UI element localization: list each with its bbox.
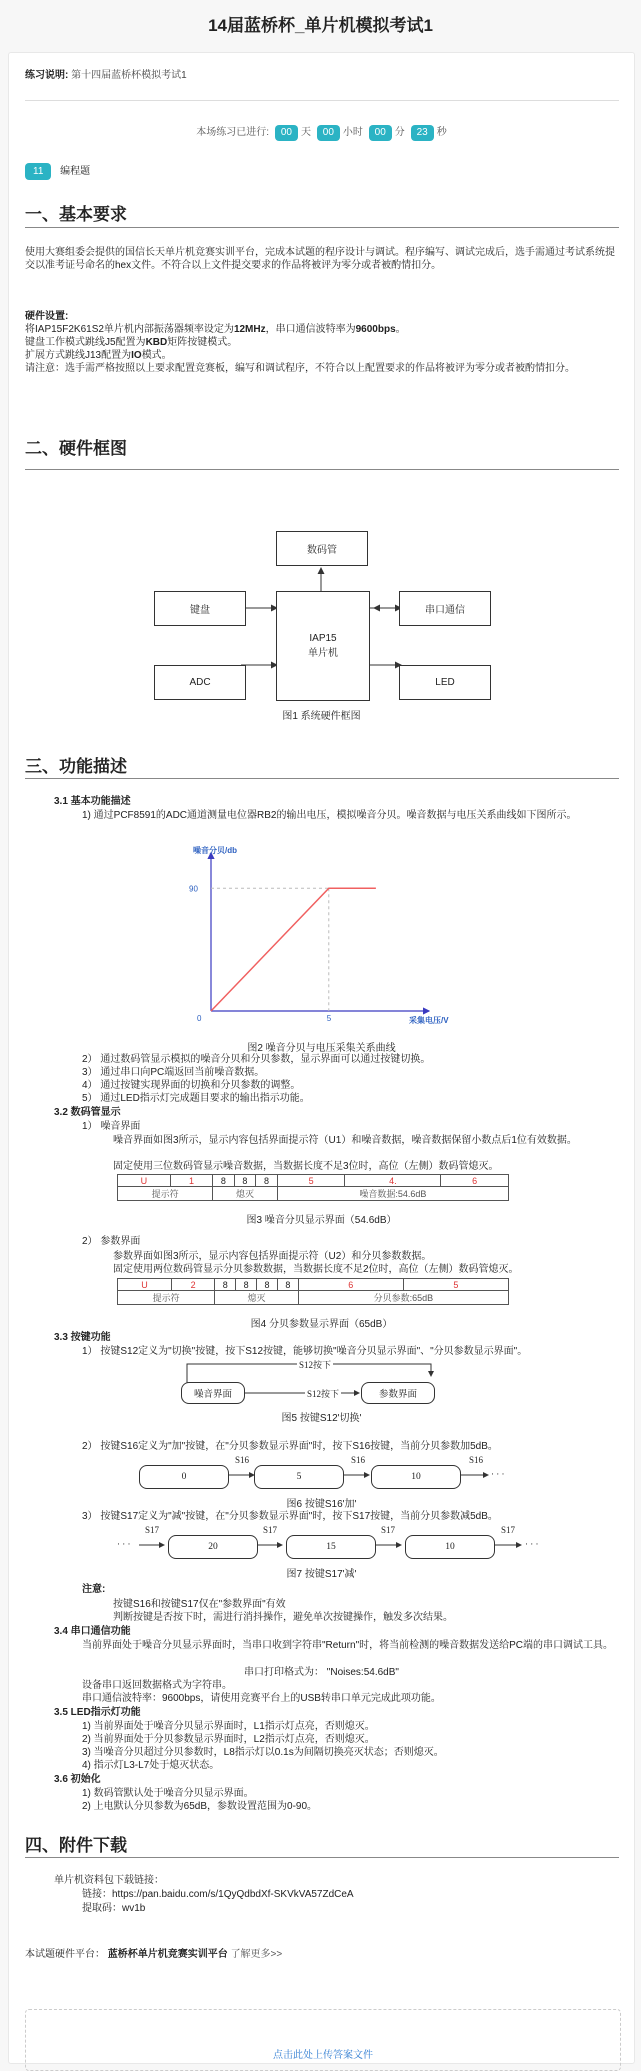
practice-value: 第十四届蓝桥杯模拟考试1 bbox=[71, 70, 187, 81]
seg-digit-row bbox=[118, 1175, 509, 1187]
fig7-value-box: 20 bbox=[168, 1535, 258, 1559]
seg-label: 提示符 bbox=[118, 1187, 213, 1201]
seg-digit: 8 bbox=[215, 1279, 236, 1291]
y-tick-label: 90 bbox=[189, 884, 198, 894]
seg-digit: 8 bbox=[277, 1279, 298, 1291]
seg-digit: 5 bbox=[277, 1175, 345, 1187]
subsection-title: 3.4 串口通信功能 bbox=[54, 1626, 131, 1637]
fig5-key-label: S12按下 bbox=[307, 1389, 340, 1399]
fig7-ellipsis: · · · bbox=[117, 1539, 131, 1549]
platform-name: 蓝桥杯单片机竞赛实训平台 bbox=[107, 1949, 228, 1960]
paragraph: 固定使用两位数码管显示分贝参数数据，当数据长度不足2位时，高位（左侧）数码管熄灭。 bbox=[113, 1264, 519, 1275]
hw-title: 硬件设置: bbox=[25, 311, 69, 322]
uart-format: 串口打印格式为： "Noises:54.6dB" bbox=[244, 1667, 399, 1678]
note-line: 按键S16和按键S17仅在"参数界面"有效 bbox=[113, 1599, 286, 1610]
seg-digit: 8 bbox=[213, 1175, 235, 1187]
fig6-value-box: 5 bbox=[254, 1465, 344, 1489]
hw-line: 将IAP15F2K61S2单片机内部振荡器频率设定为12MHz，串口通信波特率为9600bps。 bbox=[25, 324, 406, 335]
series-line bbox=[211, 888, 376, 1011]
fig7-key-label: S17 bbox=[501, 1525, 516, 1535]
seg-display-fig3 bbox=[117, 1174, 509, 1201]
seg-digit: U bbox=[118, 1279, 172, 1291]
fig7-key-label: S17 bbox=[381, 1525, 396, 1535]
fig7-ellipsis: · · · bbox=[525, 1539, 539, 1549]
question-type: 编程题 bbox=[60, 166, 91, 177]
seg-digit: 6 bbox=[441, 1175, 509, 1187]
section-divider bbox=[25, 469, 619, 470]
figure-caption: 图7 按键S17'减' bbox=[286, 1569, 357, 1580]
list-item: 2） 通过数码管显示模拟的噪音分贝和分贝参数，显示界面可以通过按键切换。 bbox=[82, 1054, 431, 1065]
block-uart: 串口通信 bbox=[399, 591, 491, 626]
fig6-value-box: 0 bbox=[139, 1465, 229, 1489]
section-title: 二、硬件框图 bbox=[25, 439, 127, 458]
timer-minutes: 00 bbox=[369, 125, 392, 141]
paragraph: 噪音界面如图3所示，显示内容包括界面提示符（U1）和噪音数据，噪音数据保留小数点后1位有效数据。 bbox=[113, 1135, 577, 1146]
fig7-value-box: 15 bbox=[286, 1535, 376, 1559]
paragraph: 当前界面处于噪音分贝显示界面时，当串口收到字符串"Return"时，将当前检测的噪音数据发送给PC端的串口调试工具。 bbox=[82, 1640, 614, 1651]
section-divider bbox=[25, 778, 619, 779]
fig5-key-label: S12按下 bbox=[299, 1360, 332, 1370]
seg-digit: 5 bbox=[403, 1279, 508, 1291]
timer-unit: 小时 bbox=[342, 127, 363, 138]
divider bbox=[25, 100, 619, 101]
seg-digit: 8 bbox=[234, 1175, 256, 1187]
timer bbox=[9, 125, 634, 141]
section-title: 一、基本要求 bbox=[25, 205, 127, 224]
subsection-title: 3.2 数码管显示 bbox=[54, 1107, 121, 1118]
section-divider bbox=[25, 1857, 619, 1858]
fig6-value-box: 10 bbox=[371, 1465, 461, 1489]
list-item: 2) 上电默认分贝参数为65dB，参数设置范围为0-90。 bbox=[82, 1801, 318, 1812]
fig5-state-noise: 噪音界面 bbox=[181, 1382, 245, 1404]
section-title: 四、附件下载 bbox=[25, 1836, 127, 1855]
upload-dropzone[interactable] bbox=[25, 2009, 621, 2071]
timer-seconds: 23 bbox=[411, 125, 434, 141]
block-keyboard: 键盘 bbox=[154, 591, 246, 626]
paragraph: 使用大赛组委会提供的国信长天单片机竞赛实训平台，完成本试题的程序设计与调试。程序编写、调试完成后，选手需通过考试系统提交以准考证号命名的hex文件。不符合以上文件提交要求的作品将被评为零分或者被酌情扣分。 bbox=[25, 247, 615, 271]
list-item: 2) 当前界面处于分贝参数显示界面时，L2指示灯点亮，否则熄灭。 bbox=[82, 1734, 375, 1745]
list-item: 1） 噪音界面 bbox=[82, 1121, 141, 1132]
x-axis-label: 采集电压/V bbox=[409, 1016, 449, 1025]
origin-label: 0 bbox=[197, 1014, 202, 1023]
seg-digit: 8 bbox=[257, 1279, 278, 1291]
block-led: LED bbox=[399, 665, 491, 700]
fig7-key-label: S17 bbox=[145, 1525, 160, 1535]
platform-info bbox=[25, 1948, 282, 1961]
seg-digit: 8 bbox=[256, 1175, 278, 1187]
exam-card bbox=[8, 52, 635, 2064]
block-display: 数码管 bbox=[276, 531, 368, 566]
subsection-title: 3.3 按键功能 bbox=[54, 1332, 111, 1343]
list-item: 1) 数码管默认处于噪音分贝显示界面。 bbox=[82, 1788, 254, 1799]
seg-label: 熄灭 bbox=[215, 1291, 299, 1305]
seg-display-fig4 bbox=[117, 1278, 509, 1305]
block-mcu: IAP15 单片机 bbox=[276, 591, 370, 701]
fig6-key-label: S16 bbox=[235, 1455, 250, 1465]
platform-label: 本试题硬件平台： bbox=[25, 1949, 105, 1960]
hw-note: 请注意：选手需严格按照以上要求配置竞赛板，编写和调试程序，不符合以上配置要求的作品将被评为零分或者被酌情扣分。 bbox=[25, 363, 575, 374]
fig6-key-label: S16 bbox=[469, 1455, 484, 1465]
hw-line: 键盘工作模式跳线J5配置为KBD矩阵按键模式。 bbox=[25, 337, 238, 348]
list-item: 1） 按键S12定义为"切换"按键，按下S12按键，能够切换"噪音分贝显示界面"、"分贝参数显示界面"。 bbox=[82, 1346, 528, 1357]
figure-caption: 图3 噪音分贝显示界面（54.6dB） bbox=[246, 1215, 397, 1226]
paragraph: 参数界面如图3所示，显示内容包括界面提示符（U2）和分贝参数数据。 bbox=[113, 1251, 432, 1262]
seg-digit-row bbox=[118, 1279, 509, 1291]
question-number-badge: 11 bbox=[25, 163, 51, 180]
timer-unit: 秒 bbox=[436, 127, 447, 138]
subsection-title: 3.5 LED指示灯功能 bbox=[54, 1707, 141, 1718]
paragraph: 设备串口返回数据格式为字符串。 bbox=[82, 1680, 232, 1691]
timer-unit: 分 bbox=[394, 127, 405, 138]
seg-digit: 6 bbox=[298, 1279, 403, 1291]
seg-label: 提示符 bbox=[118, 1291, 215, 1305]
question-header bbox=[25, 163, 90, 180]
timer-unit: 天 bbox=[300, 127, 311, 138]
noise-voltage-chart bbox=[179, 841, 459, 1036]
list-item: 3） 按键S17定义为"减"按键，在"分贝参数显示界面"时，按下S17按键，当前分贝参数减5dB。 bbox=[82, 1511, 498, 1522]
hw-line: 扩展方式跳线J13配置为IO模式。 bbox=[25, 350, 172, 361]
fig7-value-box: 10 bbox=[405, 1535, 495, 1559]
figure-caption: 图6 按键S16'加' bbox=[286, 1499, 357, 1510]
upload-link[interactable]: 点击此处上传答案文件 bbox=[273, 2050, 373, 2061]
list-item: 1) 当前界面处于噪音分贝显示界面时，L1指示灯点亮，否则熄灭。 bbox=[82, 1721, 375, 1732]
list-item: 3） 通过串口向PC端返回当前噪音数据。 bbox=[82, 1067, 265, 1078]
seg-digit: 8 bbox=[236, 1279, 257, 1291]
list-item: 4） 通过按键实现界面的切换和分贝参数的调整。 bbox=[82, 1080, 301, 1091]
list-item: 3) 当噪音分贝超过分贝参数时，L8指示灯以0.1s为间隔切换亮灭状态；否则熄灭。 bbox=[82, 1747, 444, 1758]
figure-caption: 图1 系统硬件框图 bbox=[282, 711, 361, 722]
figure-caption: 图2 噪音分贝与电压采集关系曲线 bbox=[247, 1043, 396, 1054]
figure-caption: 图5 按键S12'切换' bbox=[281, 1413, 362, 1424]
seg-digit: 2 bbox=[171, 1279, 214, 1291]
paragraph: 串口通信波特率：9600bps，请使用竞赛平台上的USB转串口单元完成此项功能。 bbox=[82, 1693, 441, 1704]
seg-label: 熄灭 bbox=[213, 1187, 278, 1201]
seg-label-row bbox=[118, 1187, 509, 1201]
fig6-ellipsis: · · · bbox=[491, 1469, 505, 1479]
timer-label: 本场练习已进行: bbox=[196, 127, 270, 138]
list-item: 2） 按键S16定义为"加"按键，在"分贝参数显示界面"时，按下S16按键，当前分贝参数加5dB。 bbox=[82, 1441, 498, 1452]
note-line: 判断按键是否按下时，需进行消抖操作，避免单次按键操作，触发多次结果。 bbox=[113, 1612, 453, 1623]
download-link[interactable]: 链接：https://pan.baidu.com/s/1QyQdbdXf-SKVkVA57ZdCeA bbox=[82, 1889, 354, 1900]
timer-days: 00 bbox=[275, 125, 298, 141]
subsection-title: 3.6 初始化 bbox=[54, 1774, 101, 1785]
seg-digit: U bbox=[118, 1175, 171, 1187]
y-axis-label: 噪音分贝/db bbox=[193, 846, 237, 855]
paragraph: 1) 通过PCF8591的ADC通道测量电位器RB2的输出电压，模拟噪音分贝。噪音数据与电压关系曲线如下图所示。 bbox=[82, 810, 577, 821]
seg-label: 分贝参数:65dB bbox=[298, 1291, 508, 1305]
practice-info bbox=[25, 69, 187, 82]
x-tick-label: 5 bbox=[326, 1014, 332, 1023]
timer-hours: 00 bbox=[317, 125, 340, 141]
block-adc: ADC bbox=[154, 665, 246, 700]
page-title: 14届蓝桥杯_单片机模拟考试1 bbox=[208, 16, 433, 35]
practice-label: 练习说明: bbox=[25, 70, 69, 81]
note-title: 注意: bbox=[82, 1584, 106, 1595]
download-code: 提取码：wv1b bbox=[82, 1903, 146, 1914]
section-title: 三、功能描述 bbox=[25, 757, 127, 776]
list-item: 5） 通过LED指示灯完成题目要求的输出指示功能。 bbox=[82, 1093, 310, 1104]
download-label: 单片机资料包下载链接： bbox=[54, 1875, 164, 1886]
learn-more-link[interactable]: 了解更多>> bbox=[230, 1949, 283, 1960]
section-divider bbox=[25, 227, 619, 228]
seg-digit: 4. bbox=[345, 1175, 441, 1187]
figure-caption: 图4 分贝参数显示界面（65dB） bbox=[250, 1319, 393, 1330]
seg-label: 噪音数据:54.6dB bbox=[277, 1187, 508, 1201]
seg-label-row bbox=[118, 1291, 509, 1305]
seg-digit: 1 bbox=[170, 1175, 212, 1187]
list-item: 2） 参数界面 bbox=[82, 1236, 141, 1247]
fig6-key-label: S16 bbox=[351, 1455, 366, 1465]
fig7-key-label: S17 bbox=[263, 1525, 278, 1535]
paragraph: 固定使用三位数码管显示噪音数据，当数据长度不足3位时，高位（左侧）数码管熄灭。 bbox=[113, 1161, 499, 1172]
fig5-state-param: 参数界面 bbox=[361, 1382, 435, 1404]
subsection-title: 3.1 基本功能描述 bbox=[54, 796, 131, 807]
list-item: 4) 指示灯L3-L7处于熄灭状态。 bbox=[82, 1760, 220, 1771]
